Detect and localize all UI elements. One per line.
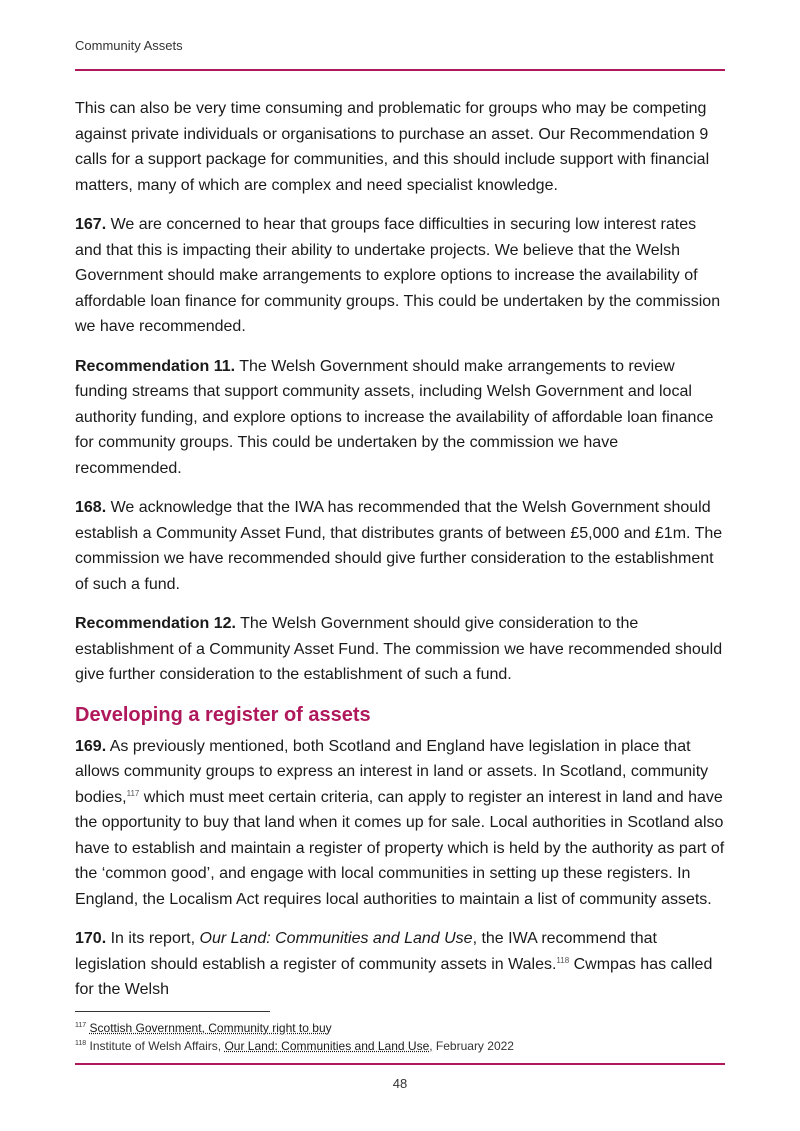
recommendation-12 [75, 611, 725, 688]
footnote-118 [75, 1037, 725, 1055]
running-header: Community Assets [75, 38, 183, 53]
report-title: Our Land: Communities and Land Use [199, 930, 473, 947]
paragraph-170 [75, 926, 725, 1003]
paragraph-number: 169. [75, 737, 107, 755]
footnote-divider [75, 1011, 270, 1012]
paragraph-text: which must meet certain criteria, can apply to register an interest in land and have the opportunity to buy that land when it comes up for sale. Local authorities in Scotland also have to establish and maintain a register of property which is held by the authority as part of the ‘common good’, and engage with local communities in setting up these registers. In England, the Localism Act requires local authorities to maintain a list of community assets. [75, 788, 725, 908]
footnote-117 [75, 1019, 725, 1037]
footnote-reference[interactable]: 117 [126, 788, 140, 798]
page-body [75, 96, 725, 1017]
footnote-text: , February 2022 [429, 1039, 514, 1053]
footnote-number: 117 [75, 1022, 87, 1029]
footnotes [75, 1019, 725, 1055]
recommendation-text: The Welsh Government should make arrangements to review funding streams that support community assets, including Welsh Government and local authority funding, and explore options to increase the availability of affordable loan finance for community groups. This could be undertaken by the commission we have recommended. [75, 357, 714, 477]
page-number: 48 [392, 1076, 408, 1091]
paragraph-number: 168. [75, 499, 107, 516]
header-divider [75, 69, 725, 71]
paragraph-167 [75, 212, 725, 340]
recommendation-label: Recommendation 12. [75, 615, 236, 632]
footer-divider [75, 1063, 725, 1065]
paragraph-text: We are concerned to hear that groups face difficulties in securing low interest rates and that this is impacting their ability to undertake projects. We believe that the Welsh Government should make arrangements to explore options to increase the availability of affordable loan finance for community groups. This could be undertaken by the commission we have recommended. [75, 216, 721, 335]
paragraph-text: As previously mentioned, both Scotland and England have legislation in place that allows community groups to express an interest in land or assets. In Scotland, community bodies, [75, 737, 709, 806]
footnote-number: 118 [75, 1040, 87, 1047]
footnote-reference[interactable]: 118 [556, 955, 570, 965]
recommendation-label: Recommendation 11. [75, 357, 236, 375]
paragraph-text: Cwmpas has called for the Welsh [75, 955, 713, 998]
paragraph-number: 170. [75, 930, 107, 947]
footnote-text: Institute of Welsh Affairs, [89, 1039, 225, 1053]
footnote-link[interactable]: Our Land: Communities and Land Use [224, 1039, 430, 1053]
paragraph-text: , the IWA recommend that legislation should establish a register of community assets in Wales. [75, 930, 657, 973]
paragraph-number: 167. [75, 216, 107, 233]
paragraph-169 [75, 734, 725, 913]
paragraph-text: In its report, [106, 930, 200, 947]
recommendation-text: The Welsh Government should give consideration to the establishment of a Community Asset Fund. The commission we have recommended should give further consideration to the establishment of such a fund. [75, 615, 723, 683]
paragraph-continuation: This can also be very time consuming and problematic for groups who may be competing against private individuals or organisations to purchase an asset. Our Recommendation 9 calls for a support package for communities, and this should include support with financial matters, many of which are complex and need specialist knowledge. [75, 100, 710, 194]
footnote-link[interactable]: Scottish Government, Community right to buy [89, 1021, 332, 1035]
section-heading: Developing a register of assets [75, 703, 371, 726]
paragraph-text: We acknowledge that the IWA has recommended that the Welsh Government should establish a Community Asset Fund, that distributes grants of between £5,000 and £1m. The commission we have recommended should give further consideration to the establishment of such a fund. [75, 499, 723, 593]
recommendation-11 [75, 354, 725, 482]
paragraph-168 [75, 495, 725, 597]
